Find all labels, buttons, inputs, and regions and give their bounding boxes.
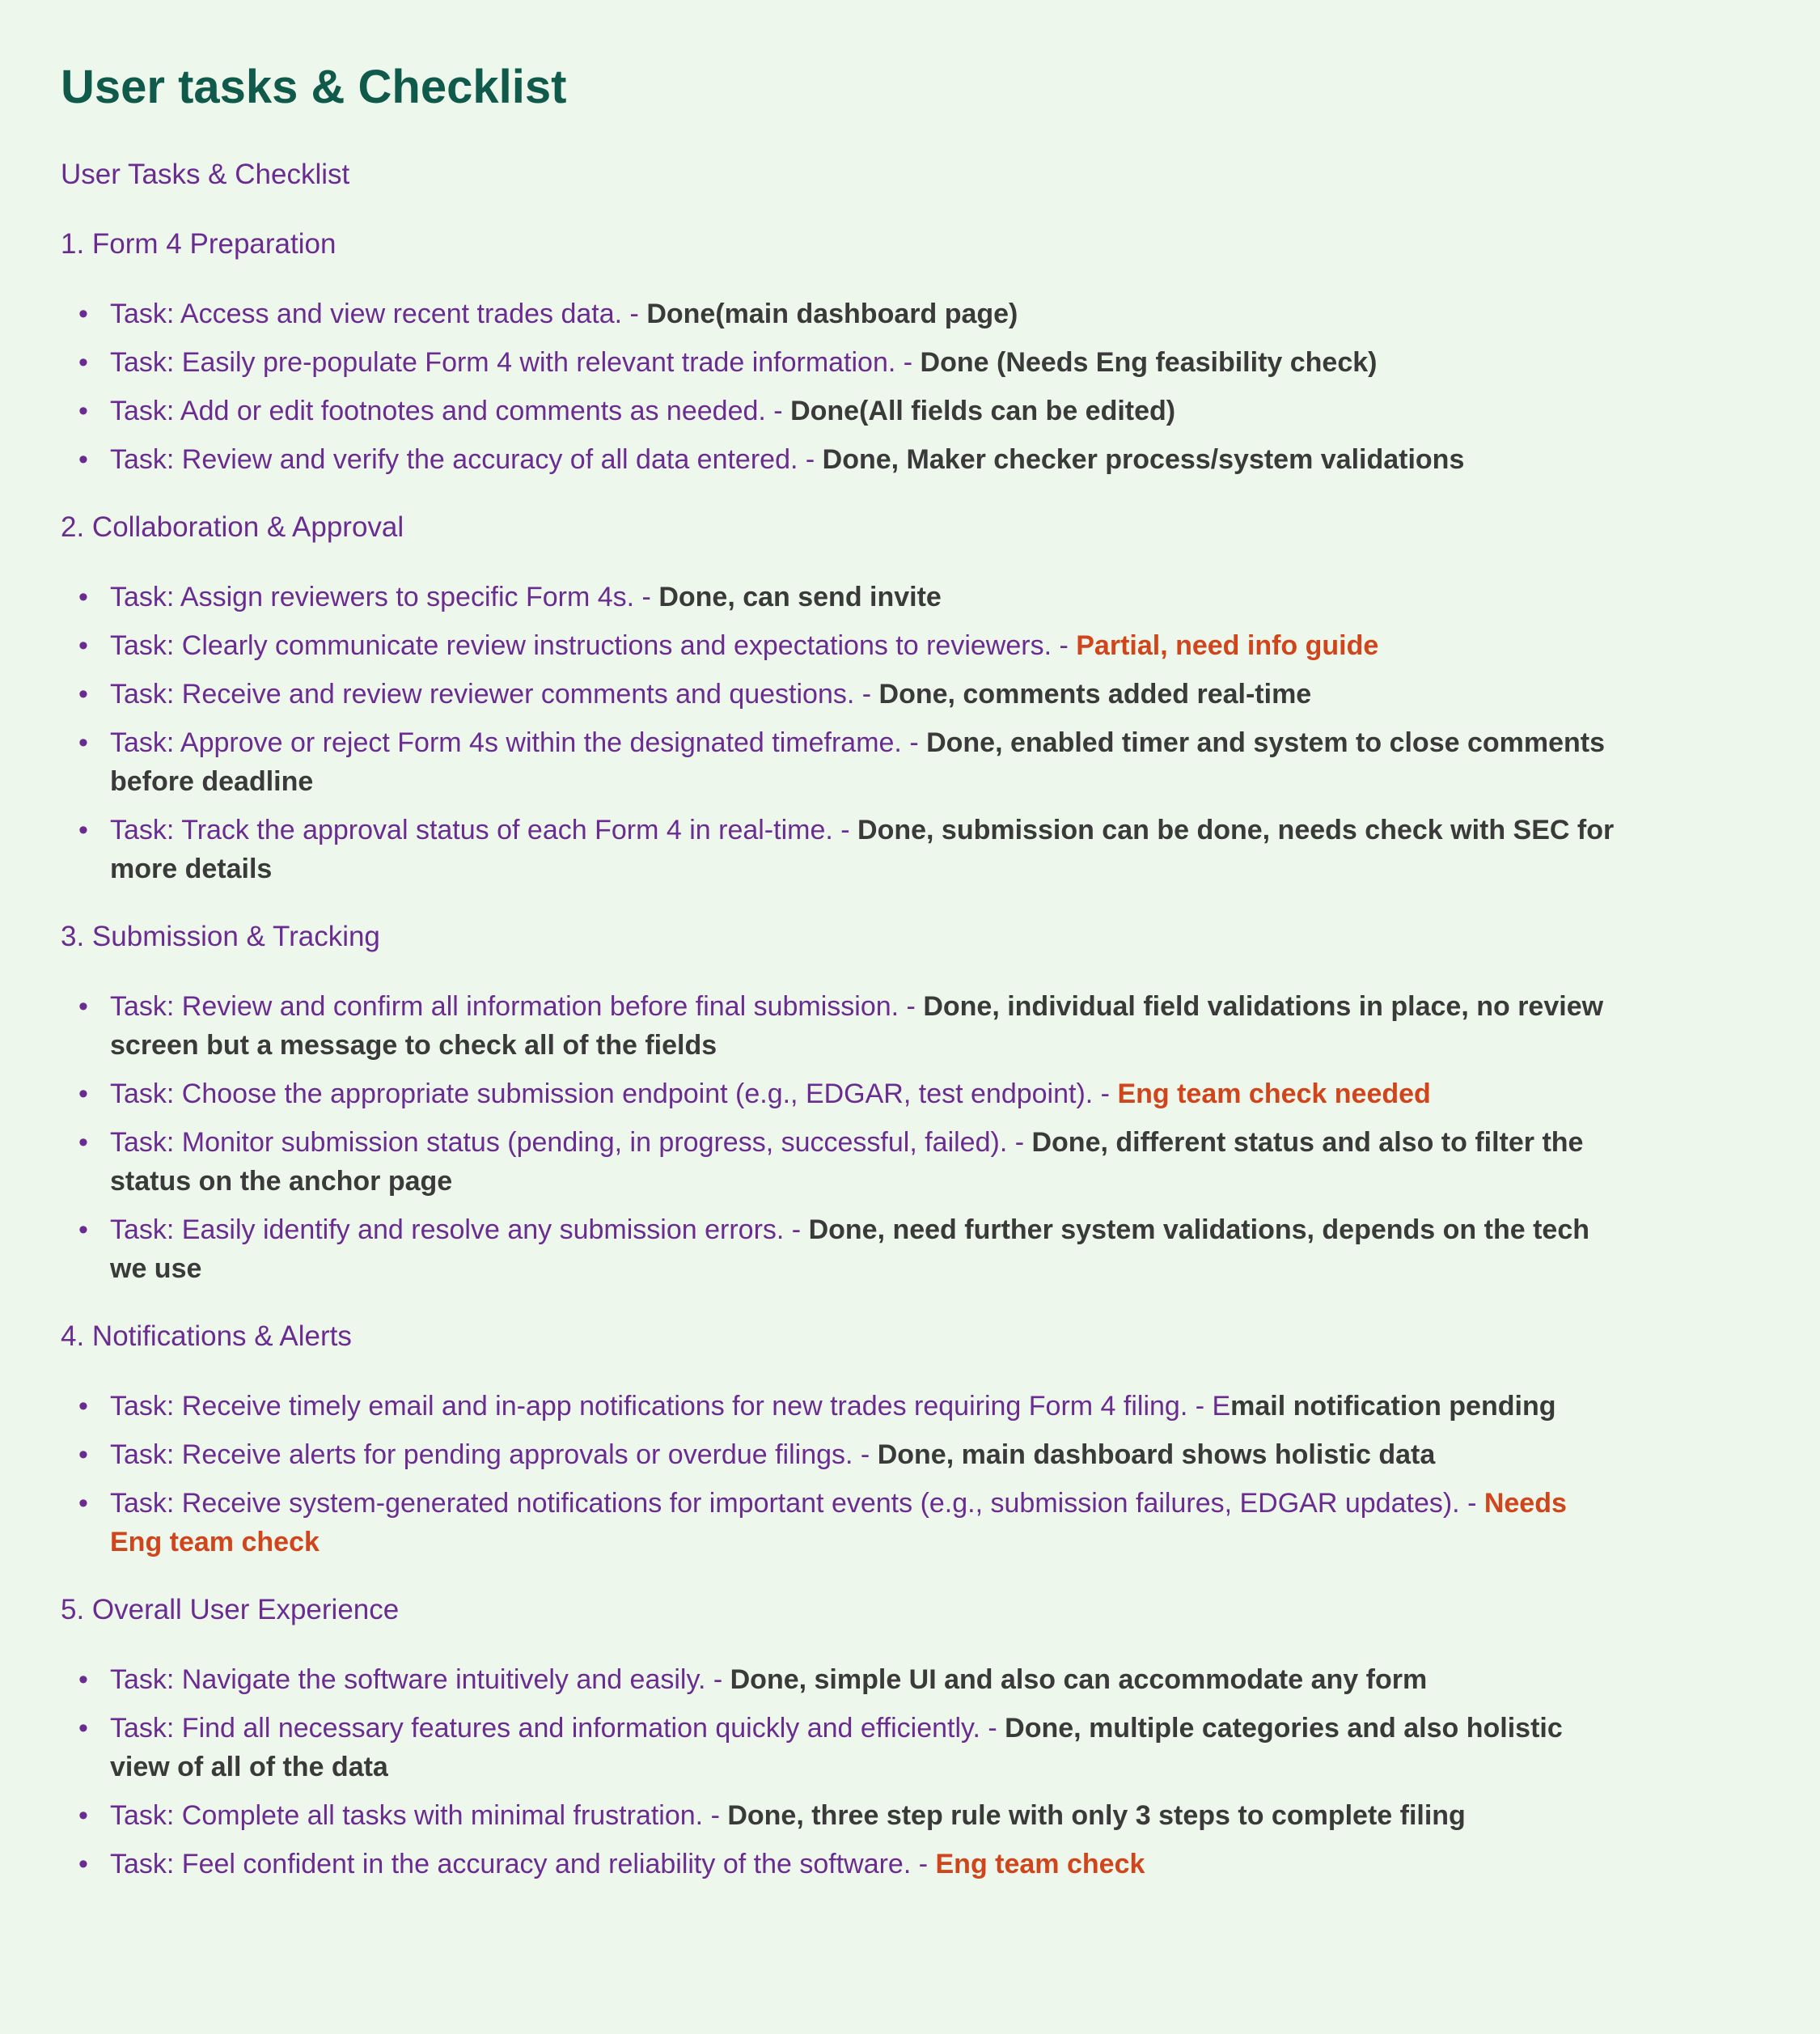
bullet-icon: • [78,582,88,612]
task-text: Task: Choose the appropriate submission endpoint (e.g., EDGAR, test endpoint). - [110,1078,1118,1109]
section-heading: 2. Collaboration & Approval [61,511,404,543]
task-text: Task: Access and view recent trades data. - [110,299,647,329]
task-status: Done, can send invite [658,582,942,612]
bullet-icon: • [78,1800,88,1831]
task-text: Task: Approve or reject Form 4s within the designated timeframe. - [110,727,927,758]
bullet-icon: • [78,1127,88,1158]
task-item [61,723,1622,801]
task-item [61,392,1622,430]
task-text: Task: Easily identify and resolve any submission errors. - [110,1214,809,1245]
task-status: mail notification pending [1230,1391,1556,1422]
bullet-icon: • [78,1214,88,1245]
task-status: Done (Needs Eng feasibility check) [920,347,1378,378]
task-status-warning: Partial, need info guide [1076,630,1379,661]
task-status: Done, simple UI and also can accommodate any form [730,1664,1428,1695]
task-list [61,987,1759,1288]
task-item [61,1123,1622,1201]
task-text: Task: Complete all tasks with minimal frustration. - [110,1800,728,1831]
task-text: Task: Review and verify the accuracy of all data entered. - [110,444,823,475]
task-item [61,343,1622,382]
task-text: Task: Feel confident in the accuracy and reliability of the software. - [110,1849,936,1879]
section-heading: 5. Overall User Experience [61,1594,400,1625]
task-text: Task: Clearly communicate review instructions and expectations to reviewers. - [110,630,1077,661]
task-text: Task: Receive alerts for pending approvals or overdue filings. - [110,1439,878,1470]
page-title: User tasks & Checklist [61,61,567,113]
task-status: Done, individual field validations in place, no review screen but a message to check all of the fields [110,991,1604,1061]
task-item [61,675,1622,714]
task-item [61,440,1622,479]
bullet-icon: • [78,1078,88,1109]
task-item [61,1210,1622,1288]
task-item [61,1435,1622,1474]
task-text: Task: Find all necessary features and information quickly and efficiently. - [110,1713,1005,1744]
bullet-icon: • [78,727,88,758]
task-item [61,295,1622,333]
bullet-icon: • [78,1664,88,1695]
task-item [61,1484,1622,1562]
bullet-icon: • [78,815,88,845]
task-item [61,1796,1622,1835]
task-status: Done, comments added real-time [878,679,1312,710]
task-status-warning: Eng team check [935,1849,1145,1879]
bullet-icon: • [78,347,88,378]
task-text: Task: Navigate the software intuitively and easily. - [110,1664,730,1695]
task-status: Done(main dashboard page) [646,299,1018,329]
task-status: Done(All fields can be edited) [790,396,1176,426]
task-list [61,1387,1759,1562]
task-text: Task: Receive timely email and in-app notifications for new trades requiring Form 4 filing. - E [110,1391,1231,1422]
bullet-icon: • [78,444,88,475]
task-list [61,578,1759,888]
bullet-icon: • [78,630,88,661]
task-status: Done, main dashboard shows holistic data [877,1439,1436,1470]
task-status: Done, need further system validations, depends on the tech we use [110,1214,1589,1284]
task-text: Task: Monitor submission status (pending, in progress, successful, failed). - [110,1127,1032,1158]
task-item [61,1074,1622,1113]
task-status: Done, different status and also to filter the status on the anchor page [110,1127,1584,1197]
bullet-icon: • [78,1488,88,1519]
task-item [61,1660,1622,1699]
page-subtitle: User Tasks & Checklist [61,159,350,190]
task-status: Done, multiple categories and also holistic view of all of the data [110,1713,1563,1782]
task-list [61,295,1759,479]
bullet-icon: • [78,1439,88,1470]
task-status: Done, Maker checker process/system validations [822,444,1465,475]
task-item [61,626,1622,665]
task-text: Task: Track the approval status of each Form 4 in real-time. - [110,815,858,845]
task-item [61,987,1622,1065]
checklist-sections [61,225,1759,1884]
task-text: Task: Review and confirm all information before final submission. - [110,991,924,1022]
task-status: Done, three step rule with only 3 steps to complete filing [727,1800,1466,1831]
section-heading: 3. Submission & Tracking [61,921,380,952]
task-item [61,1845,1622,1884]
bullet-icon: • [78,396,88,426]
bullet-icon: • [78,299,88,329]
bullet-icon: • [78,991,88,1022]
bullet-icon: • [78,1391,88,1422]
task-text: Task: Receive and review reviewer comments and questions. - [110,679,879,710]
task-list [61,1660,1759,1884]
task-text: Task: Receive system-generated notifications for important events (e.g., submission failures, EDGAR updates). - [110,1488,1484,1519]
bullet-icon: • [78,1713,88,1744]
task-item [61,811,1622,888]
task-status: Done, enabled timer and system to close comments before deadline [110,727,1606,797]
task-item [61,578,1622,617]
section-heading: 1. Form 4 Preparation [61,228,336,260]
bullet-icon: • [78,1849,88,1879]
task-text: Task: Add or edit footnotes and comments as needed. - [110,396,791,426]
section-heading: 4. Notifications & Alerts [61,1320,352,1352]
task-text: Task: Assign reviewers to specific Form 4s. - [110,582,659,612]
task-item [61,1709,1622,1786]
task-status-warning: Eng team check needed [1117,1078,1431,1109]
bullet-icon: • [78,679,88,710]
task-text: Task: Easily pre-populate Form 4 with relevant trade information. - [110,347,921,378]
task-status-warning: Needs Eng team check [110,1488,1567,1557]
task-item [61,1387,1622,1426]
task-status: Done, submission can be done, needs check with SEC for more details [110,815,1615,884]
